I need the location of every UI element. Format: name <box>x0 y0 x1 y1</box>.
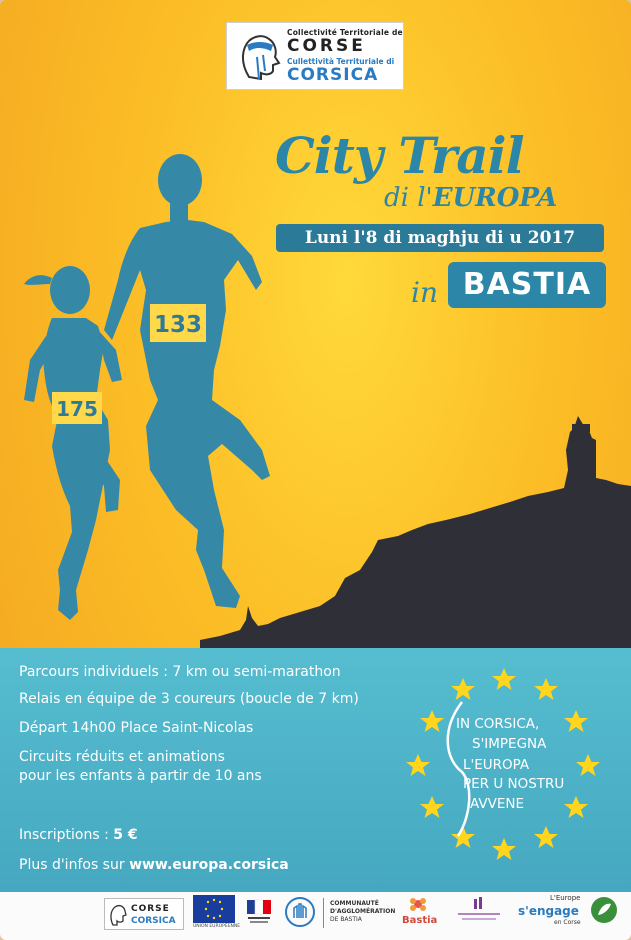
badge-line-1: IN CORSICA, <box>456 716 540 732</box>
logo-line-3: Cullettività Territuriale di <box>287 57 395 66</box>
logo-line-4: CORSICA <box>287 65 379 85</box>
eu-flag-caption: UNION EUROPÉENNE <box>193 924 241 929</box>
info-line-4b: pour les enfants à partir de 10 ans <box>19 768 262 784</box>
inscriptions-label: Inscriptions : <box>19 827 114 843</box>
agglo-line-2: D'AGGLOMÉRATION <box>330 908 396 915</box>
footer-divider <box>323 898 324 928</box>
footer-head-icon <box>109 903 127 927</box>
info-line-1: Parcours individuels : 7 km ou semi-marathon <box>19 664 341 680</box>
subtitle-europa: EUROPA <box>432 183 558 213</box>
agglo-line-1: COMMUNAUTÉ <box>330 900 379 907</box>
event-subtitle <box>384 183 557 213</box>
in-label: in <box>411 276 438 309</box>
badge-line-4: PER U NOSTRU <box>463 776 565 792</box>
footer-corse: CORSE <box>131 904 170 914</box>
website-link[interactable]: www.europa.corsica <box>129 857 289 873</box>
info-line-2: Relais en équipe de 3 coureurs (boucle de 7 km) <box>19 691 359 707</box>
badge-line-2: S'IMPEGNA <box>472 736 547 752</box>
badge-line-3: L'EUROPA <box>463 757 530 773</box>
bib-133: 133 <box>153 312 203 338</box>
footer-corsica: CORSICA <box>131 916 176 926</box>
europe-engage-line-2: s'engage <box>518 904 579 918</box>
europe-engage-line-1: L'Europe <box>550 894 581 902</box>
more-info-label: Plus d'infos sur <box>19 857 130 873</box>
footer-corse-logo <box>104 898 184 930</box>
event-date: Luni l'8 di maghju di u 2017 <box>276 224 604 252</box>
nature-logo-icon <box>589 895 619 925</box>
info-line-4a: Circuits réduits et animations <box>19 749 225 765</box>
info-line-3: Départ 14h00 Place Saint-Nicolas <box>19 720 254 736</box>
agglo-logo <box>330 900 395 924</box>
subtitle-prefix: di l' <box>384 183 433 213</box>
eu-flag-icon <box>193 895 235 923</box>
badge-line-5: AVVENE <box>470 796 524 812</box>
europe-engage-line-3: en Corse <box>554 919 581 926</box>
bastia-crest-icon <box>284 896 316 928</box>
runners-illustration <box>0 150 300 650</box>
male-runner <box>104 154 270 608</box>
inscriptions-price: 5 € <box>113 827 138 843</box>
europe-engage-logo <box>516 894 584 928</box>
bastia-flower-icon <box>402 893 434 915</box>
more-info <box>19 856 289 875</box>
french-republic-icon <box>244 896 274 926</box>
regional-logo <box>452 895 506 927</box>
logo-line-1: Collectivité Territoriale de <box>287 28 403 37</box>
logo-line-2: CORSE <box>287 36 366 56</box>
eu-stars-badge <box>400 668 610 868</box>
bastia-town-logo: Bastia <box>402 915 438 926</box>
agglo-line-3: DE BASTIA <box>330 916 362 923</box>
male-runner-bib <box>150 304 206 342</box>
inscriptions-info <box>19 826 138 845</box>
city-name: BASTIA <box>448 262 606 308</box>
event-title: City Trail <box>275 126 524 185</box>
female-runner-bib <box>52 392 102 424</box>
bib-175: 175 <box>56 397 98 421</box>
